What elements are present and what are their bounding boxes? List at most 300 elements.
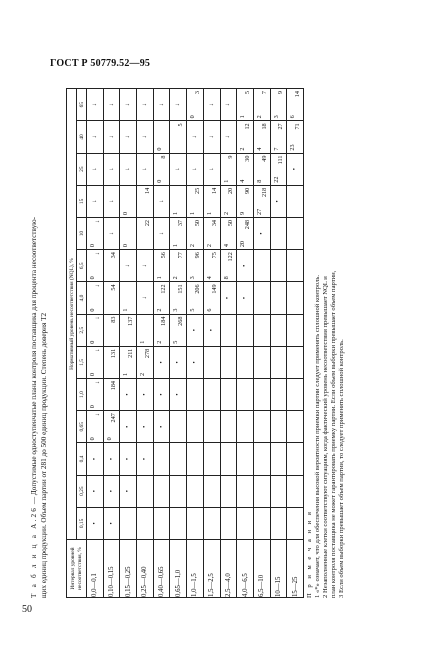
acceptance-number: 1 xyxy=(205,211,213,215)
sample-size: 122 xyxy=(160,284,168,294)
sample-size: 30 xyxy=(243,155,251,162)
plan-cell xyxy=(270,411,287,443)
plan-cell xyxy=(187,346,204,378)
full-inspection-mark: • xyxy=(90,457,98,461)
plan-cell xyxy=(103,475,120,507)
row-label: 4,0—6,5 xyxy=(237,540,254,598)
acceptance-number: 3 xyxy=(172,308,180,312)
plan-cell xyxy=(203,346,220,378)
plan-cell xyxy=(153,378,170,410)
acceptance-number: 27 xyxy=(255,208,263,215)
down-arrow-mark: ↓ xyxy=(207,103,215,107)
plan-cell xyxy=(170,185,187,217)
row-label: 1,0—1,5 xyxy=(187,540,204,598)
plan-cell xyxy=(220,314,237,346)
down-arrow-mark: ↓ xyxy=(124,103,132,107)
plan-cell xyxy=(103,507,120,539)
acceptance-number: 0 xyxy=(89,276,96,280)
full-inspection-mark: • xyxy=(124,457,132,461)
corner-line1: Интервал уровней xyxy=(69,547,76,590)
plan-cell xyxy=(153,475,170,507)
table-row xyxy=(170,89,187,598)
plan-cell xyxy=(187,217,204,249)
plan-cell xyxy=(270,378,287,410)
plan-cell xyxy=(103,411,120,443)
down-arrow-mark: ↓ xyxy=(107,199,115,203)
table-row xyxy=(287,89,304,598)
plan-cell xyxy=(287,89,304,121)
note-1: 1 «*» означает, что для обеспечения высокой вероятности приемки партии следует применять сплошной контроль. xyxy=(314,274,321,598)
full-inspection-mark: • xyxy=(90,490,98,493)
plan-cell xyxy=(120,250,137,282)
plan-cell xyxy=(103,217,120,249)
down-arrow-mark: ↓ xyxy=(93,413,101,417)
plan-cell xyxy=(153,346,170,378)
plan-cell xyxy=(220,89,237,121)
plan-cell xyxy=(170,443,187,475)
plan-cell xyxy=(87,89,104,121)
down-arrow-mark: ↓ xyxy=(140,103,148,107)
acceptance-number: 4 xyxy=(222,244,230,248)
down-arrow-mark: ↓ xyxy=(207,135,215,139)
plan-cell xyxy=(153,121,170,153)
plan-cell xyxy=(120,346,137,378)
plan-cell xyxy=(137,282,154,314)
sample-size: 14 xyxy=(294,91,301,98)
plan-cell xyxy=(253,121,270,153)
row-label: 2,5—4,0 xyxy=(220,540,237,598)
plan-cell xyxy=(287,153,304,185)
down-arrow-mark: ↓ xyxy=(93,252,101,256)
plan-cell xyxy=(170,217,187,249)
plan-cell xyxy=(220,411,237,443)
plan-cell xyxy=(137,507,154,539)
sample-size: 8 xyxy=(160,155,168,159)
plan-cell xyxy=(203,475,220,507)
down-arrow-mark: ↓ xyxy=(124,264,132,268)
full-inspection-mark: • xyxy=(241,264,249,267)
nql-column-header: 1,5 xyxy=(77,346,87,378)
plan-cell xyxy=(137,314,154,346)
plan-cell xyxy=(153,153,170,185)
acceptance-number: 2 xyxy=(222,211,230,215)
row-label: 1,5—2,5 xyxy=(203,540,220,598)
acceptance-number: 0 xyxy=(155,147,163,151)
plan-cell xyxy=(137,378,154,410)
acceptance-number: 0 xyxy=(89,405,96,409)
plan-cell xyxy=(153,217,170,249)
table-row xyxy=(220,89,237,598)
sample-size: 77 xyxy=(177,252,185,259)
plan-cell xyxy=(103,153,120,185)
plan-cell xyxy=(137,121,154,153)
acceptance-number: 1 xyxy=(172,244,180,248)
down-arrow-mark: ↓ xyxy=(157,199,165,203)
plan-cell xyxy=(203,314,220,346)
sample-size: 75 xyxy=(210,252,218,259)
plan-cell xyxy=(287,475,304,507)
plan-cell xyxy=(287,282,304,314)
acceptance-number: 1 xyxy=(122,372,130,376)
acceptance-number: 20 xyxy=(239,240,247,248)
table-row xyxy=(137,89,154,598)
down-arrow-mark: ↓ xyxy=(140,135,148,139)
plan-cell xyxy=(253,411,270,443)
plan-cell xyxy=(253,185,270,217)
table-row xyxy=(253,89,270,598)
plan-cell xyxy=(287,250,304,282)
plan-cell xyxy=(287,314,304,346)
nql-column-header: 40 xyxy=(77,121,87,153)
plan-cell xyxy=(153,314,170,346)
acceptance-number: 3 xyxy=(272,115,280,119)
down-arrow-mark: ↓ xyxy=(140,167,148,171)
row-label: 6,5—10 xyxy=(253,540,270,598)
nql-column-header: 65 xyxy=(77,89,87,121)
plan-cell xyxy=(137,475,154,507)
down-arrow-mark: ↓ xyxy=(107,135,115,139)
table-row xyxy=(237,89,254,598)
plan-cell xyxy=(103,121,120,153)
sample-size: 14 xyxy=(210,187,218,194)
acceptance-number: 1 xyxy=(139,340,147,344)
acceptance-number: 1 xyxy=(189,211,197,215)
plan-cell xyxy=(137,443,154,475)
standard-header: ГОСТ Р 50779.52—95 xyxy=(50,58,151,69)
plan-cell xyxy=(270,443,287,475)
plan-cell xyxy=(270,314,287,346)
full-inspection-mark: • xyxy=(291,168,299,171)
page-number: 50 xyxy=(22,604,32,615)
plan-cell xyxy=(253,250,270,282)
plan-cell xyxy=(153,250,170,282)
full-inspection-mark: • xyxy=(140,425,148,428)
down-arrow-mark: ↓ xyxy=(107,232,115,236)
note-3: 3 Если объем выборки превышает объем партии, то следует применять сплошной контроль. xyxy=(338,339,345,598)
sample-size: 3 xyxy=(193,91,201,95)
full-inspection-mark: • xyxy=(90,522,98,525)
caption-lead: Т а б л и ц а А.26 xyxy=(30,505,38,598)
plan-cell xyxy=(237,475,254,507)
plan-cell xyxy=(187,185,204,217)
plan-cell xyxy=(120,507,137,539)
plan-cell xyxy=(153,443,170,475)
plan-cell xyxy=(220,185,237,217)
sample-size: 211 xyxy=(127,348,135,358)
sample-size: 5 xyxy=(177,123,185,127)
plan-cell xyxy=(220,378,237,410)
full-inspection-mark: • xyxy=(190,329,198,332)
nql-group-header: Нормативный уровень несоответствия (NQL), % xyxy=(67,89,77,540)
plan-cell xyxy=(270,89,287,121)
sample-size: 50 xyxy=(227,219,235,227)
sample-size: 9 xyxy=(227,155,235,159)
plan-cell xyxy=(237,250,254,282)
full-inspection-mark: • xyxy=(274,200,282,203)
plan-cell xyxy=(253,443,270,475)
plan-cell xyxy=(187,475,204,507)
full-inspection-mark: • xyxy=(257,232,265,235)
corner-header xyxy=(67,540,87,598)
full-inspection-mark: • xyxy=(140,457,148,461)
nql-column-header: 10 xyxy=(77,217,87,249)
plan-cell xyxy=(120,121,137,153)
acceptance-number: 4 xyxy=(255,147,263,151)
corner-line2: несоответствия, % xyxy=(76,547,83,590)
plan-cell xyxy=(237,443,254,475)
sample-size: 206 xyxy=(193,284,201,294)
sample-size: 14 xyxy=(143,187,151,194)
full-inspection-mark: • xyxy=(124,393,132,396)
plan-cell xyxy=(153,507,170,539)
table-row xyxy=(87,89,104,598)
plan-cell xyxy=(237,346,254,378)
sample-size: 111 xyxy=(277,155,285,165)
plan-cell xyxy=(237,185,254,217)
acceptance-number: 4 xyxy=(239,179,247,183)
plan-cell xyxy=(120,314,137,346)
acceptance-number: 2 xyxy=(255,115,263,119)
plan-cell xyxy=(203,378,220,410)
full-inspection-mark: • xyxy=(124,490,132,493)
down-arrow-mark: ↓ xyxy=(124,135,132,139)
down-arrow-mark: ↓ xyxy=(90,103,98,107)
sample-size: 184 xyxy=(110,380,118,391)
acceptance-number: 0 xyxy=(189,115,197,119)
plan-cell xyxy=(253,314,270,346)
plan-cell xyxy=(87,411,104,443)
sample-size: 54 xyxy=(110,284,118,291)
down-arrow-mark: ↓ xyxy=(224,103,232,107)
plan-cell xyxy=(187,507,204,539)
nql-column-header: 15 xyxy=(77,185,87,217)
sample-size: 83 xyxy=(110,316,118,323)
full-inspection-mark: • xyxy=(157,393,165,396)
full-inspection-mark: • xyxy=(140,393,148,396)
sample-size: 268 xyxy=(177,316,185,326)
plan-cell xyxy=(187,153,204,185)
plan-cell xyxy=(87,282,104,314)
plan-cell xyxy=(87,314,104,346)
sample-size: 278 xyxy=(143,348,151,359)
sample-size: 22 xyxy=(143,219,151,227)
plan-cell xyxy=(220,346,237,378)
table-row xyxy=(120,89,137,598)
acceptance-number: 0 xyxy=(105,437,113,441)
sample-size: 56 xyxy=(160,252,168,259)
row-label: 15—25 xyxy=(287,540,304,598)
sample-size: 49 xyxy=(260,155,268,162)
plan-cell xyxy=(253,346,270,378)
plan-cell xyxy=(237,378,254,410)
acceptance-number: 1 xyxy=(222,179,230,183)
plan-cell xyxy=(103,314,120,346)
acceptance-number: 4 xyxy=(205,276,213,280)
plan-cell xyxy=(253,89,270,121)
plan-cell xyxy=(103,282,120,314)
plan-cell xyxy=(187,443,204,475)
sample-size: 151 xyxy=(177,284,185,294)
plan-cell xyxy=(170,507,187,539)
plan-cell xyxy=(237,121,254,153)
sample-size: 37 xyxy=(177,219,185,227)
plan-cell xyxy=(87,250,104,282)
plan-cell xyxy=(287,185,304,217)
plan-cell xyxy=(87,378,104,410)
plan-cell xyxy=(170,250,187,282)
plan-cell xyxy=(137,346,154,378)
plan-cell xyxy=(287,411,304,443)
down-arrow-mark: ↓ xyxy=(190,167,198,171)
sample-size: 34 xyxy=(210,219,218,227)
acceptance-number: 23 xyxy=(289,144,297,151)
acceptance-number: 5 xyxy=(172,340,180,344)
acceptance-number: 5 xyxy=(189,308,197,312)
down-arrow-mark: ↓ xyxy=(157,232,165,236)
plan-cell xyxy=(270,217,287,249)
acceptance-number: 6 xyxy=(289,115,297,119)
plan-cell xyxy=(270,475,287,507)
plan-cell xyxy=(270,346,287,378)
plan-cell xyxy=(103,250,120,282)
plan-cell xyxy=(237,217,254,249)
plan-cell xyxy=(120,89,137,121)
plan-cell xyxy=(203,250,220,282)
sample-size: 7 xyxy=(260,91,268,95)
acceptance-number: 0 xyxy=(89,340,96,344)
plan-cell xyxy=(220,282,237,314)
nql-column-header: 4,0 xyxy=(77,282,87,314)
nql-column-header: 1,0 xyxy=(77,378,87,410)
full-inspection-mark: • xyxy=(174,361,182,364)
down-arrow-mark: ↓ xyxy=(107,103,115,107)
plan-cell xyxy=(253,507,270,539)
down-arrow-mark: ↓ xyxy=(190,135,198,139)
sample-size: 149 xyxy=(210,284,218,294)
acceptance-number: 7 xyxy=(272,147,280,151)
plan-cell xyxy=(170,121,187,153)
plan-cell xyxy=(203,507,220,539)
plan-cell xyxy=(187,89,204,121)
plan-cell xyxy=(220,507,237,539)
plan-cell xyxy=(287,217,304,249)
row-label: 0,0—0,1 xyxy=(87,540,104,598)
plan-cell xyxy=(253,378,270,410)
down-arrow-mark: ↓ xyxy=(224,135,232,139)
full-inspection-mark: • xyxy=(241,296,249,300)
plan-cell xyxy=(87,217,104,249)
plan-cell xyxy=(137,185,154,217)
acceptance-number: 0 xyxy=(89,372,96,376)
plan-cell xyxy=(220,217,237,249)
plan-cell xyxy=(270,121,287,153)
full-inspection-mark: • xyxy=(157,425,165,428)
row-label: 0,10—0,15 xyxy=(103,540,120,598)
plan-cell xyxy=(170,346,187,378)
sample-size: 34 xyxy=(110,252,118,259)
acceptance-number: 3 xyxy=(189,276,197,280)
plan-cell xyxy=(120,185,137,217)
acceptance-number: 0 xyxy=(89,244,96,248)
full-inspection-mark: • xyxy=(224,296,232,300)
plan-cell xyxy=(120,217,137,249)
plan-cell xyxy=(203,411,220,443)
plan-cell xyxy=(220,121,237,153)
down-arrow-mark: ↓ xyxy=(90,167,98,171)
full-inspection-mark: • xyxy=(174,393,182,396)
full-inspection-mark: • xyxy=(207,329,215,332)
plan-cell xyxy=(287,346,304,378)
full-inspection-mark: • xyxy=(107,522,115,525)
acceptance-number: 1 xyxy=(172,211,180,215)
down-arrow-mark: ↓ xyxy=(140,296,148,300)
plan-cell xyxy=(137,153,154,185)
plan-cell xyxy=(137,89,154,121)
plan-cell xyxy=(87,443,104,475)
down-arrow-mark: ↓ xyxy=(157,103,165,107)
plan-cell xyxy=(137,217,154,249)
plan-cell xyxy=(170,89,187,121)
plan-cell xyxy=(103,185,120,217)
plan-cell xyxy=(187,378,204,410)
plan-cell xyxy=(170,314,187,346)
row-label: 0,25—0,40 xyxy=(137,540,154,598)
plan-cell xyxy=(103,443,120,475)
down-arrow-mark: ↓ xyxy=(124,167,132,171)
down-arrow-mark: ↓ xyxy=(107,167,115,171)
down-arrow-mark: ↓ xyxy=(140,264,148,268)
note-2a: 2 Незаполненные клетки соответствуют ситуациям, когда фактический уровень несоответствия превышает NQL и xyxy=(322,276,329,598)
plan-cell xyxy=(153,185,170,217)
table-row xyxy=(270,89,287,598)
sample-size: 131 xyxy=(110,348,118,359)
down-arrow-mark: ↓ xyxy=(93,380,101,385)
sample-size: 27 xyxy=(277,123,285,130)
plan-cell xyxy=(87,346,104,378)
rotated-table-block xyxy=(30,88,370,598)
row-label: 0,15—0,25 xyxy=(120,540,137,598)
full-inspection-mark: • xyxy=(107,457,115,461)
nql-column-header: 0,4 xyxy=(77,443,87,475)
acceptance-number: 2 xyxy=(155,340,163,344)
plan-cell xyxy=(203,443,220,475)
plan-cell xyxy=(120,153,137,185)
plan-cell xyxy=(120,378,137,410)
full-inspection-mark: • xyxy=(107,490,115,493)
sample-size: 25 xyxy=(193,187,201,194)
plan-cell xyxy=(87,185,104,217)
plan-cell xyxy=(253,153,270,185)
acceptance-number: 8 xyxy=(222,276,230,280)
table-row xyxy=(203,89,220,598)
sample-size: 20 xyxy=(227,187,235,194)
note-2b: план контроля поставщика не может гарантировать приемку партии. Если объем выборки превышает объем партии, xyxy=(330,270,337,598)
plan-cell xyxy=(287,443,304,475)
acceptance-number: 2 xyxy=(239,147,247,151)
plan-cell xyxy=(120,411,137,443)
plan-cell xyxy=(137,250,154,282)
down-arrow-mark: ↓ xyxy=(174,103,182,107)
acceptance-number: 0 xyxy=(89,308,96,312)
acceptance-number: 0 xyxy=(155,179,163,183)
plan-cell xyxy=(153,282,170,314)
sample-size: 218 xyxy=(260,187,268,198)
down-arrow-mark: ↓ xyxy=(93,284,101,288)
plan-cell xyxy=(270,282,287,314)
plan-cell xyxy=(203,282,220,314)
down-arrow-mark: ↓ xyxy=(93,219,101,224)
full-inspection-mark: • xyxy=(124,425,132,428)
